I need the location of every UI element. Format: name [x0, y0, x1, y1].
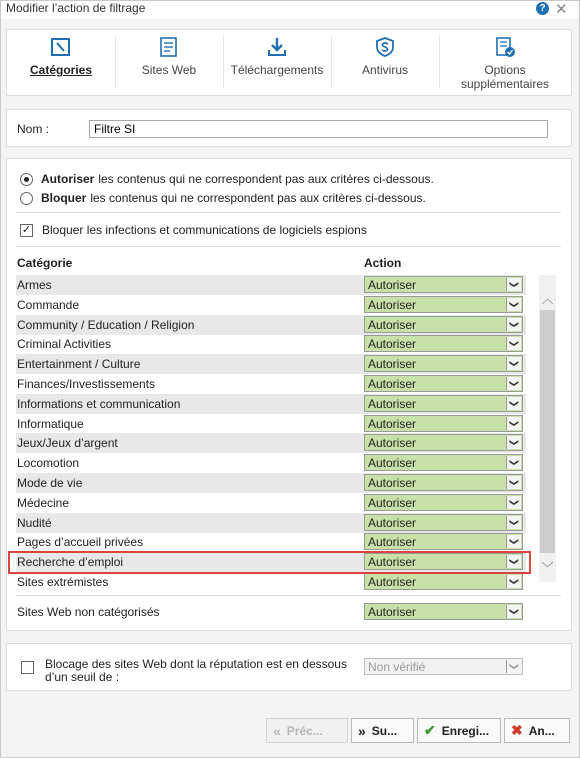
options-icon — [494, 36, 516, 58]
select-value: Autoriser — [368, 555, 417, 570]
tab-antivirus[interactable] — [331, 30, 439, 96]
table-scrollbar[interactable] — [539, 275, 556, 582]
category-name: Criminal Activities — [17, 337, 112, 352]
categories-icon — [50, 36, 72, 58]
chevron-glyph: ❯ — [509, 340, 520, 348]
action-column-header: Action — [364, 256, 402, 270]
select-value: Autoriser — [368, 297, 417, 312]
category-action-select[interactable] — [364, 335, 523, 352]
previous-button[interactable] — [266, 718, 348, 743]
reputation-select[interactable] — [364, 658, 523, 675]
allow-option[interactable] — [20, 171, 434, 187]
name-panel — [6, 109, 572, 147]
select-value: Autoriser — [368, 377, 417, 391]
chevron-down-icon[interactable] — [506, 417, 521, 430]
category-action-select[interactable] — [364, 395, 523, 412]
select-value: Autoriser — [368, 476, 417, 490]
divider — [16, 595, 561, 596]
downloads-icon — [266, 36, 288, 58]
category-action-select[interactable] — [364, 553, 523, 570]
uncategorized-action-select[interactable] — [364, 603, 523, 620]
block-option-text: les contenus qui ne correspondent pas aux critères ci-dessous. — [90, 191, 426, 205]
chevron-glyph: ❯ — [509, 399, 520, 408]
chevron-glyph: ❯ — [509, 280, 520, 289]
chevron-glyph: ❯ — [509, 498, 520, 507]
tab-categories[interactable] — [7, 30, 115, 96]
category-row — [16, 552, 526, 572]
category-row — [16, 295, 526, 315]
tab-label: Options supplémentaires — [460, 63, 550, 91]
chevron-down-icon[interactable] — [506, 496, 521, 509]
chevron-glyph: ❯ — [509, 300, 520, 309]
chevron-down-icon[interactable] — [506, 605, 521, 618]
category-column-header: Catégorie — [17, 256, 73, 270]
chevron-down-icon[interactable] — [506, 436, 521, 449]
tab-downloads[interactable] — [223, 30, 331, 96]
category-name: Finances/Investissements — [17, 377, 156, 391]
category-action-select[interactable] — [364, 375, 523, 392]
next-button[interactable] — [351, 718, 414, 743]
category-row — [16, 513, 526, 533]
select-value: Autoriser — [368, 337, 417, 352]
chevron-down-icon[interactable] — [506, 535, 521, 548]
select-value: Autoriser — [368, 575, 417, 589]
select-value: Autoriser — [368, 317, 417, 332]
category-row — [16, 374, 526, 394]
category-action-select[interactable] — [364, 474, 523, 491]
scrollbar-thumb[interactable] — [540, 310, 555, 553]
category-row — [16, 473, 526, 493]
category-name: Informatique — [17, 416, 84, 431]
select-value: Autoriser — [368, 456, 417, 471]
chevron-down-icon[interactable] — [506, 516, 521, 529]
cancel-button[interactable] — [504, 718, 570, 743]
select-value: Autoriser — [368, 605, 417, 619]
tab-websites[interactable] — [115, 30, 223, 96]
tab-options[interactable] — [439, 30, 571, 96]
category-action-select[interactable] — [364, 533, 523, 550]
chevron-glyph: ❯ — [509, 379, 520, 388]
divider — [16, 212, 561, 213]
chevron-down-icon[interactable] — [506, 555, 521, 568]
category-name: Entertainment / Culture — [17, 357, 141, 372]
category-action-select[interactable] — [364, 355, 523, 372]
category-action-select[interactable] — [364, 434, 523, 451]
tab-label: Sites Web — [141, 63, 197, 77]
block-radio[interactable] — [20, 192, 33, 205]
chevron-glyph: ❯ — [509, 478, 520, 487]
chevron-glyph: ❯ — [509, 577, 520, 586]
reputation-panel — [6, 643, 572, 691]
category-name: Recherche d’emploi — [17, 555, 124, 570]
previous-label: Préc... — [286, 723, 323, 738]
chevron-glyph: ❯ — [509, 518, 520, 526]
chevron-glyph: ❯ — [509, 557, 520, 566]
select-value: Autoriser — [368, 495, 417, 510]
category-action-select[interactable] — [364, 415, 523, 432]
next-label: Su... — [371, 723, 398, 738]
category-row — [16, 275, 526, 295]
chevron-glyph: ❯ — [509, 439, 520, 447]
category-name: Nudité — [17, 515, 52, 530]
category-row — [16, 315, 526, 335]
title-bar — [1, 1, 579, 19]
dialog-title: Modifier l’action de filtrage — [6, 1, 146, 15]
double-chevron-left-icon: « — [273, 722, 281, 739]
uncategorized-label: Sites Web non catégorisés — [17, 605, 160, 619]
scroll-up-arrow[interactable]: ︿ — [541, 292, 554, 306]
category-row — [16, 394, 526, 414]
category-name: Sites extrémistes — [17, 575, 109, 589]
tab-label: Catégories — [29, 63, 93, 77]
block-option[interactable] — [20, 190, 426, 206]
name-input[interactable] — [89, 120, 548, 138]
category-action-select[interactable] — [364, 514, 523, 531]
allow-option-bold: Autoriser — [41, 172, 95, 186]
category-action-select[interactable] — [364, 296, 523, 313]
chevron-glyph: ❯ — [509, 458, 520, 467]
category-name: Community / Education / Religion — [17, 317, 195, 332]
websites-icon — [158, 36, 180, 58]
chevron-down-icon[interactable] — [506, 278, 521, 291]
category-name: Mode de vie — [17, 476, 83, 490]
tab-bar — [6, 29, 572, 96]
chevron-down-icon[interactable] — [506, 298, 521, 311]
chevron-down-icon[interactable] — [506, 575, 521, 588]
category-action-select[interactable] — [364, 494, 523, 511]
chevron-glyph: ❯ — [509, 359, 520, 368]
uncategorized-row — [16, 602, 526, 622]
select-value: Autoriser — [368, 515, 417, 530]
allow-radio[interactable] — [20, 173, 33, 186]
chevron-down-icon[interactable] — [506, 660, 521, 673]
category-action-select[interactable] — [364, 276, 523, 293]
save-label: Enregi... — [441, 723, 490, 738]
antivirus-icon — [374, 36, 396, 58]
chevron-down-icon[interactable] — [506, 397, 521, 410]
chevron-down-icon[interactable] — [506, 318, 521, 331]
category-name: Armes — [17, 278, 52, 292]
scroll-down-arrow[interactable]: ﹀ — [541, 561, 554, 575]
chevron-down-icon[interactable] — [506, 337, 521, 350]
category-name: Locomotion — [17, 456, 80, 471]
double-chevron-right-icon: » — [358, 722, 366, 739]
chevron-glyph: ❯ — [509, 419, 520, 427]
category-row — [16, 433, 526, 453]
chevron-down-icon[interactable] — [506, 377, 521, 390]
category-row — [16, 453, 526, 473]
category-action-select[interactable] — [364, 573, 523, 590]
block-option-bold: Bloquer — [41, 191, 87, 205]
select-value: Autoriser — [368, 278, 417, 292]
spyware-option[interactable] — [20, 222, 367, 238]
chevron-glyph: ❯ — [509, 662, 520, 671]
category-name: Pages d’accueil privées — [17, 535, 144, 550]
select-value: Autoriser — [368, 396, 417, 411]
reputation-checkbox[interactable] — [21, 661, 34, 674]
select-value: Autoriser — [368, 416, 417, 431]
category-name: Jeux/Jeux d’argent — [17, 436, 118, 451]
category-row — [16, 572, 526, 592]
category-name: Médecine — [17, 495, 70, 510]
tab-label: Téléchargements — [230, 63, 324, 77]
category-name: Informations et communication — [17, 396, 181, 411]
category-row — [16, 334, 526, 354]
save-button[interactable] — [417, 718, 501, 743]
category-action-select[interactable] — [364, 454, 523, 471]
select-value: Autoriser — [368, 535, 417, 550]
category-row — [16, 493, 526, 513]
select-value: Autoriser — [368, 357, 417, 372]
spyware-label: Bloquer les infections et communications de logiciels espions — [42, 223, 367, 237]
cancel-x-icon: ✖ — [511, 722, 523, 738]
chevron-down-icon[interactable] — [506, 456, 521, 469]
chevron-glyph: ❯ — [509, 320, 520, 328]
chevron-down-icon[interactable] — [506, 476, 521, 489]
category-name: Commande — [17, 297, 80, 312]
close-icon[interactable]: ✕ — [555, 1, 568, 18]
cancel-label: An... — [528, 723, 555, 738]
select-value: Non vérifié — [368, 660, 426, 674]
category-row — [16, 414, 526, 434]
category-action-select[interactable] — [364, 316, 523, 333]
chevron-glyph: ❯ — [509, 607, 520, 616]
select-value: Autoriser — [368, 436, 417, 451]
spyware-checkbox[interactable]: ✓ — [21, 223, 32, 236]
reputation-label: Blocage des sites Web dont la réputation est en dessous d’un seuil de : — [45, 657, 347, 684]
category-row — [16, 354, 526, 374]
allow-option-text: les contenus qui ne correspondent pas aux critères ci-dessous. — [98, 172, 434, 186]
name-label: Nom : — [17, 122, 50, 136]
category-row — [16, 532, 526, 552]
tab-label: Antivirus — [361, 63, 408, 77]
chevron-glyph: ❯ — [509, 538, 520, 546]
checkmark-icon: ✔ — [424, 722, 436, 738]
category-panel — [6, 158, 572, 631]
help-icon[interactable]: ? — [536, 2, 549, 15]
chevron-down-icon[interactable] — [506, 357, 521, 370]
divider — [16, 246, 561, 247]
